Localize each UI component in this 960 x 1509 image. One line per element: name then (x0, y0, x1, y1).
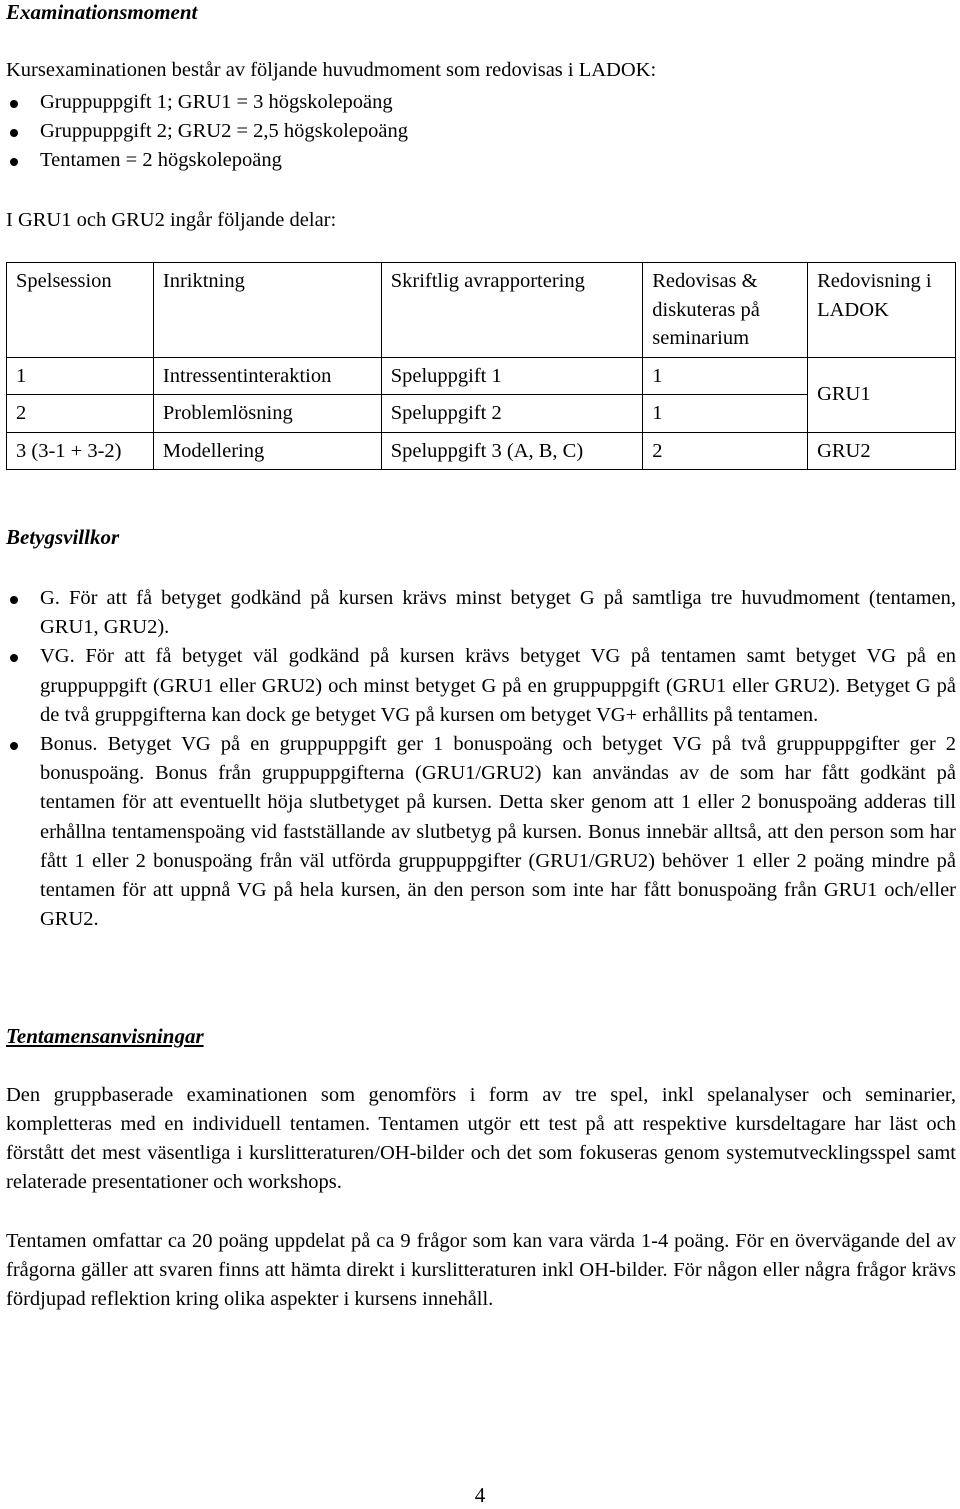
intro-paragraph: Kursexaminationen består av följande huvudmoment som redovisas i LADOK: (6, 59, 657, 81)
table-cell: 2 (7, 395, 154, 433)
list-item: Gruppuppgift 2; GRU2 = 2,5 högskolepoäng (0, 117, 956, 146)
grading-list (0, 584, 956, 934)
bullet-icon (10, 742, 18, 750)
table-cell: Modellering (153, 432, 381, 470)
bullet-icon (10, 158, 18, 166)
header-cell: Spelsession (7, 263, 154, 358)
list-item: Tentamen = 2 högskolepoäng (0, 146, 956, 175)
table-cell: Speluppgift 3 (A, B, C) (381, 432, 643, 470)
list-item: G. För att få betyget godkänd på kursen krävs minst betyget G på samtliga tre huvudmoment (tentamen, GRU1, GRU2). (0, 584, 956, 642)
table-cell: 2 (643, 432, 808, 470)
bullet-icon (10, 100, 18, 108)
section-heading-examinationsmoment: Examinationsmoment (6, 0, 198, 24)
table-cell: Problemlösning (153, 395, 381, 433)
table-cell: 1 (643, 395, 808, 433)
table-cell-merged: GRU1 (808, 357, 956, 432)
list-item: Bonus. Betyget VG på en gruppuppgift ger 1 bonuspoäng och betyget VG på två gruppuppgifter ger 2 bonuspoäng. Bonus från gruppuppgifterna (GRU1/GRU2) kan användas av de som har fått godkänt på tentamen för att eventuellt höja slutbetyget på kursen. Detta sker genom att 1 eller 2 bonuspoäng adderas till erhållna tentamenspoäng vid fastställande av slutbetyg på kursen. Bonus innebär alltså, att den person som har fått 1 eller 2 bonuspoäng från väl utförda gruppuppgifter (GRU1/GRU2) behöver 1 eller 2 poäng mindre på tentamen för att uppnå VG på hela kursen, än den person som inte har fått bonuspoäng från GRU1 och/eller GRU2. (0, 730, 956, 934)
bullet-icon (10, 596, 18, 604)
table-cell: 1 (643, 357, 808, 395)
list-item: Gruppuppgift 1; GRU1 = 3 högskolepoäng (0, 88, 956, 117)
table-cell: Speluppgift 2 (381, 395, 643, 433)
list-item: VG. För att få betyget väl godkänd på kursen krävs betyget VG på tentamen samt betyget VG på en gruppuppgift (GRU1 eller GRU2) och minst betyget G på en gruppuppgift (GRU1 eller GRU2). Betyget G på de två gruppgifterna kan dock ge betyget VG på kursen om betyget VG+ erhållits på tentamen. (0, 642, 956, 730)
section-heading-tentamensanvisningar: Tentamensanvisningar (6, 1024, 204, 1048)
bullet-icon (10, 129, 18, 137)
header-cell: Inriktning (153, 263, 381, 358)
table-cell: GRU2 (808, 432, 956, 470)
header-cell: Redovisas & diskuteras på seminarium (643, 263, 808, 358)
parts-intro: I GRU1 och GRU2 ingår följande delar: (6, 209, 337, 231)
table-cell: Speluppgift 1 (381, 357, 643, 395)
page-number: 4 (474, 1483, 486, 1507)
exam-paragraph-2: Tentamen omfattar ca 20 poäng uppdelat på ca 9 frågor som kan vara värda 1-4 poäng. För en övervägande del av frågorna gäller att svaren finns att hämta direkt i kurslitteraturen inkl OH-bilder. För någon eller några frågor krävs fördjupad reflektion kring olika aspekter i kursens innehåll. (6, 1230, 956, 1310)
table-row (7, 357, 956, 395)
parts-table (6, 262, 956, 470)
table-cell: 3 (3-1 + 3-2) (7, 432, 154, 470)
table-row (7, 432, 956, 470)
bullet-icon (10, 654, 18, 662)
header-cell: Skriftlig avrapportering (381, 263, 643, 358)
table-header-row (7, 263, 956, 358)
header-cell: Redovisning i LADOK (808, 263, 956, 358)
table-cell: 1 (7, 357, 154, 395)
credit-list (0, 88, 956, 176)
section-heading-betygsvillkor: Betygsvillkor (6, 525, 120, 549)
table-cell: Intressentinteraktion (153, 357, 381, 395)
exam-paragraph-1: Den gruppbaserade examinationen som genomförs i form av tre spel, inkl spelanalyser och seminarier, kompletteras med en individuell tentamen. Tentamen utgör ett test på att respektive kursdeltagare har läst och förstått det mest väsentliga i kurslitteraturen/OH-bilder och det som fokuseras genom systemutvecklingsspel samt relaterade presentationer och workshops. (6, 1084, 956, 1193)
